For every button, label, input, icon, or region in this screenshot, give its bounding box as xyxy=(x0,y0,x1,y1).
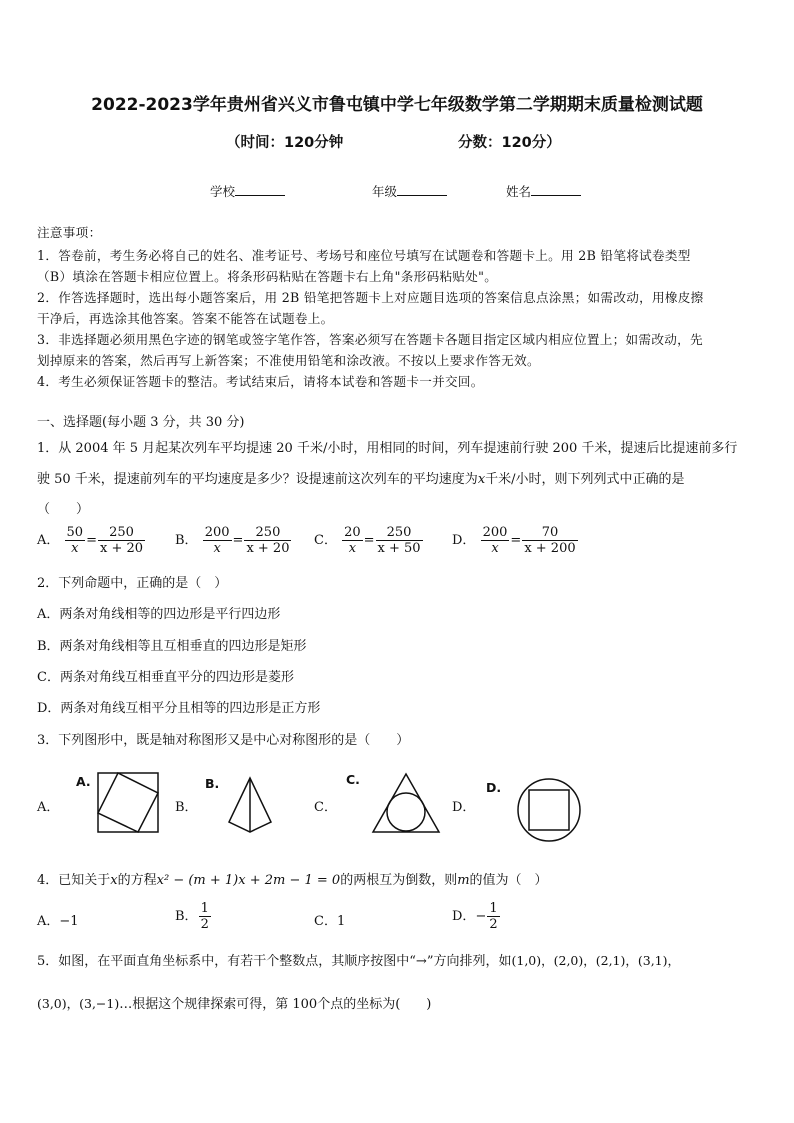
option-sign: − xyxy=(475,909,487,924)
circle-square-figure xyxy=(486,770,596,842)
numerator: 250 xyxy=(255,525,281,540)
school-field xyxy=(210,182,285,200)
fraction xyxy=(203,525,232,556)
q4-text: 的值为（ ） xyxy=(469,873,548,888)
q2-option-b: B．两条对角线相等且互相垂直的四边形是矩形 xyxy=(37,639,307,654)
q2-stem: 2．下列命题中，正确的是（ ） xyxy=(37,576,228,591)
option-label: C． xyxy=(314,914,337,929)
q1-text: 驶 50 千米，提速前列车的平均速度是多少？设提速前这次列车的平均速度为 xyxy=(37,472,478,487)
notice-line: 1．答卷前，考生务必将自己的姓名、准考证号、考场号和座位号填写在试题卷和答题卡上。用 2B 铅笔将试卷类型 xyxy=(37,248,691,263)
q4-text: 的方程 xyxy=(117,873,157,888)
triangle-incircle-figure xyxy=(346,770,446,836)
arrow-icon: → xyxy=(415,954,427,969)
numerator: 250 xyxy=(109,525,134,540)
q3-option-c-label: C． xyxy=(314,800,337,815)
q1-line2 xyxy=(37,468,685,487)
q5-text: ”方向排列，如 xyxy=(426,954,512,969)
q3-option-d-label: D． xyxy=(452,800,476,815)
denominator: x xyxy=(65,540,86,556)
numerator: 200 xyxy=(204,525,230,540)
exam-time: （时间：120分钟 xyxy=(226,135,344,151)
q1-option-a: A． $\frac{50}{x}$ = $\frac{250}{x + 20}$ xyxy=(37,525,144,556)
numerator: 1 xyxy=(200,901,209,916)
grade-label: 年级 xyxy=(372,184,398,199)
q5-line1 xyxy=(37,950,680,969)
numerator: 200 xyxy=(482,525,508,540)
option-value: −1 xyxy=(59,914,79,929)
grade-blank xyxy=(397,182,447,196)
q5-text: …根据这个规律探索可得，第 100个点的坐标为 xyxy=(119,997,396,1012)
numerator: 20 xyxy=(344,525,361,540)
q5-text: 5．如图，在平面直角坐标系中，有若干个整数点，其顺序按图中“ xyxy=(37,954,416,969)
q5-paren: ( ) xyxy=(395,997,432,1012)
fraction xyxy=(376,525,423,556)
numerator: 250 xyxy=(386,525,412,540)
q1-option-d: D． $\frac{200}{x}$ = $\frac{70}{x + 200}$ xyxy=(452,525,576,556)
q3-stem: 3．下列图形中，既是轴对称图形又是中心对称图形的是（ ） xyxy=(37,733,410,748)
fraction xyxy=(522,525,577,556)
fraction xyxy=(342,525,363,556)
q4-option-c xyxy=(314,910,345,929)
option-label: D． xyxy=(452,533,476,548)
fraction xyxy=(65,525,86,556)
notice-line: （B）填涂在答题卡相应位置上。将条形码粘贴在答题卡右上角"条形码粘贴处"。 xyxy=(37,269,498,284)
option-label: A． xyxy=(37,533,60,548)
figure-d-label: D. xyxy=(486,780,502,795)
q5-line2 xyxy=(37,993,431,1012)
notice-line: 3．非选择题必须用黑色字迹的钢笔或签字笔作答，答案必须写在答题卡各题目指定区域内相应位置上；如需改动，先 xyxy=(37,332,703,347)
q1-text: 千米/小时，则下列列式中正确的是 xyxy=(485,472,685,487)
q1-var: x xyxy=(477,472,486,487)
option-label: D． xyxy=(452,909,476,924)
figure-a-label: A. xyxy=(76,774,91,789)
notice-line: 4．考生必须保证答题卡的整洁。考试结束后，请将本试卷和答题卡一并交回。 xyxy=(37,374,484,389)
q5-points: (3,0)，(3,−1) xyxy=(37,996,120,1011)
q4-equation: x² − (m + 1)x + 2m − 1 = 0 xyxy=(156,873,341,888)
q1-paren: （ ） xyxy=(37,502,90,517)
grade-field xyxy=(372,182,447,200)
q4-text: 4．已知关于 xyxy=(37,873,111,888)
notice-line: 划掉原来的答案，然后再写上新答案；不准使用铅笔和涂改液。不按以上要求作答无效。 xyxy=(37,353,540,368)
denominator: x + 20 xyxy=(99,541,144,556)
denominator: x + 20 xyxy=(246,541,290,556)
q4-var-m: m xyxy=(457,873,470,888)
option-label: B． xyxy=(175,533,198,548)
numerator: 50 xyxy=(66,525,84,540)
fraction xyxy=(244,525,291,556)
q1-line1: 1．从 2004 年 5 月起某次列车平均提速 20 千米/小时，用相同的时间，列车提速前行驶 200 千米，提速后比提速前多行 xyxy=(37,441,738,456)
denominator: x xyxy=(342,540,363,556)
option-value: 1 xyxy=(336,914,346,929)
q4-option-a xyxy=(37,910,79,929)
numerator: 1 xyxy=(489,901,498,916)
school-blank xyxy=(235,182,285,196)
option-label: B． xyxy=(175,909,198,924)
q4-option-d xyxy=(452,901,501,932)
q2-option-c: C．两条对角线互相垂直平分的四边形是菱形 xyxy=(37,670,294,685)
numerator: 70 xyxy=(541,525,559,540)
exam-score: 分数：120分） xyxy=(458,135,561,151)
fraction xyxy=(98,525,145,556)
exam-title: 2022-2023学年贵州省兴义市鲁屯镇中学七年级数学第二学期期末质量检测试题 xyxy=(91,95,703,115)
section-title: 一、选择题(每小题 3 分，共 30 分) xyxy=(37,415,245,430)
figure-c-label: C. xyxy=(346,772,360,787)
option-label: A． xyxy=(37,914,60,929)
denominator: 2 xyxy=(200,917,209,932)
figure-b-label: B. xyxy=(205,776,220,791)
q3-option-a-label: A． xyxy=(37,800,60,815)
name-field xyxy=(506,182,581,200)
q4-stem xyxy=(37,869,548,888)
notice-line: 2．作答选择题时，选出每小题答案后，用 2B 铅笔把答题卡上对应题目选项的答案信息点涂黑；如需改动，用橡皮擦 xyxy=(37,290,704,305)
kite-figure xyxy=(205,770,285,836)
q3-option-b-label: B． xyxy=(175,800,198,815)
q4-option-b xyxy=(175,901,212,932)
denominator: x xyxy=(481,540,510,556)
denominator: x + 50 xyxy=(377,541,421,556)
denominator: x + 200 xyxy=(524,541,576,556)
denominator: x xyxy=(203,540,232,556)
name-label: 姓名 xyxy=(506,184,532,199)
q2-option-a: A．两条对角线相等的四边形是平行四边形 xyxy=(37,607,281,622)
fraction xyxy=(487,901,499,932)
q4-var: x xyxy=(110,873,118,888)
school-label: 学校 xyxy=(210,184,236,199)
square-in-square-figure xyxy=(76,770,166,836)
denominator: 2 xyxy=(489,917,498,932)
q4-text: 的两根互为倒数，则 xyxy=(340,873,458,888)
fraction xyxy=(481,525,510,556)
q1-option-b: B． $\frac{200}{x}$ = $\frac{250}{x + 20}$ xyxy=(175,525,290,556)
fraction xyxy=(199,901,211,932)
name-blank xyxy=(531,182,581,196)
notice-line: 干净后，再选涂其他答案。答案不能答在试题卷上。 xyxy=(37,311,334,326)
q1-option-c: C． $\frac{20}{x}$ = $\frac{250}{x + 50}$ xyxy=(314,525,421,556)
q5-points: (1,0)，(2,0)，(2,1)，(3,1)， xyxy=(511,953,681,968)
option-label: C． xyxy=(314,533,337,548)
notice-title: 注意事项： xyxy=(37,225,102,240)
q2-option-d: D．两条对角线互相平分且相等的四边形是正方形 xyxy=(37,701,321,716)
